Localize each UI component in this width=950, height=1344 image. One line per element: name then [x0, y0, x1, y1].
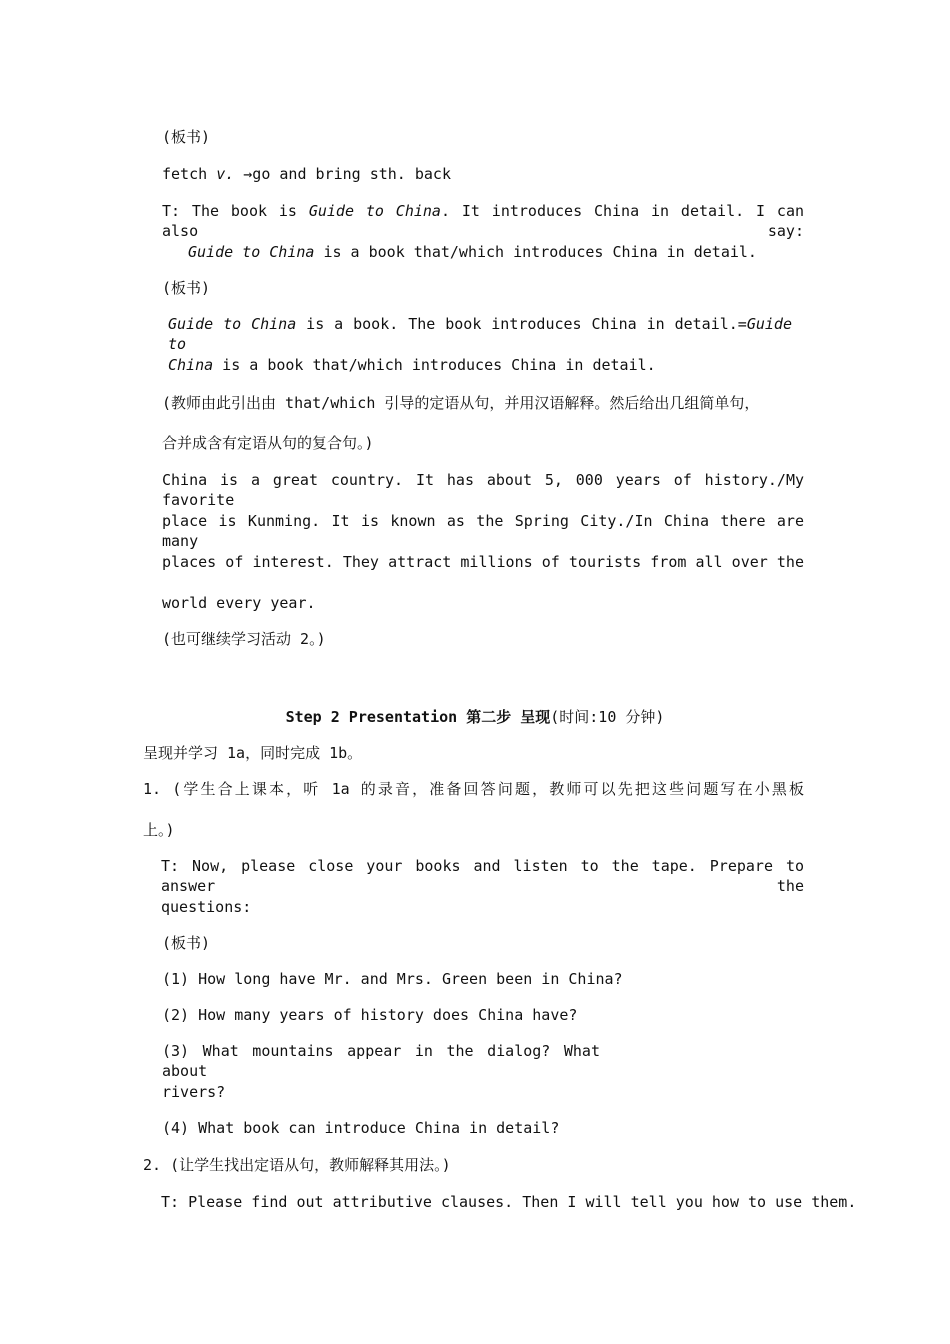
activity-item: 1. (学生合上课本，听 1a 的录音，准备回答问题，教师可以先把这些问题写在小黑板 — [143, 780, 804, 798]
heading-title: Step 2 Presentation 第二步 呈现 — [285, 708, 551, 726]
example-text: place is Kunming. It is known as the Spring City./In China there are many — [162, 512, 804, 550]
book-title: Guide to China — [168, 315, 297, 333]
board-note: (板书) — [162, 934, 211, 952]
board-note: (板书) — [162, 128, 211, 146]
teacher-note: (也可继续学习活动 2。) — [162, 630, 326, 648]
teacher-note: (教师由此引出由 that/which 引导的定语从句，并用汉语解释。然后给出几组简单句， — [162, 394, 760, 412]
intro-text: 呈现并学习 1a，同时完成 1b。 — [143, 744, 363, 762]
vocab-pos: v. — [216, 165, 235, 183]
question: (4) What book can introduce China in detail? — [162, 1119, 560, 1137]
vocab-line — [162, 164, 451, 184]
board-note: (板书) — [162, 279, 211, 297]
vocab-word: fetch — [162, 165, 217, 183]
activity-item-cont: 上。) — [143, 821, 175, 839]
question: (2) How many years of history does China have? — [162, 1006, 578, 1024]
teacher-line: T: Now, please close your books and listen to the tape. Prepare to answer the — [161, 857, 804, 895]
teacher-line: T: The book is Guide to China. It introduces China in detail. I can also say: — [162, 202, 805, 240]
teacher-line-cont: Guide to China is a book that/which introduces China in detail. — [188, 243, 757, 261]
example-text: world every year. — [162, 594, 316, 612]
teacher-note-cont: 合并成含有定语从句的复合句。) — [162, 434, 374, 452]
example-text: China is a great country. It has about 5, 000 years of history./My favorite — [162, 471, 804, 509]
book-title: Guide to China — [188, 243, 315, 261]
activity-item: 2. (让学生找出定语从句，教师解释其用法。) — [143, 1156, 451, 1174]
board-sentence: Guide to China is a book. The book introduces China in detail.=Guide to — [168, 315, 792, 353]
question-cont: rivers? — [162, 1083, 226, 1101]
question: (3) What mountains appear in the dialog? What about — [162, 1042, 600, 1080]
teacher-line-cont: questions: — [161, 898, 252, 916]
vocab-definition: →go and bring sth. back — [234, 165, 451, 183]
book-title: Guide to China — [308, 202, 441, 220]
board-sentence-cont: China is a book that/which introduces China in detail. — [168, 356, 656, 374]
example-text: places of interest. They attract millions of tourists from all over the — [162, 553, 804, 571]
question: (1) How long have Mr. and Mrs. Green been in China? — [162, 970, 623, 988]
heading-time: (时间:10 分钟) — [550, 708, 665, 726]
teacher-line: T: Please find out attributive clauses. Then I will tell you how to use them. — [161, 1193, 857, 1211]
section-heading — [0, 706, 950, 727]
